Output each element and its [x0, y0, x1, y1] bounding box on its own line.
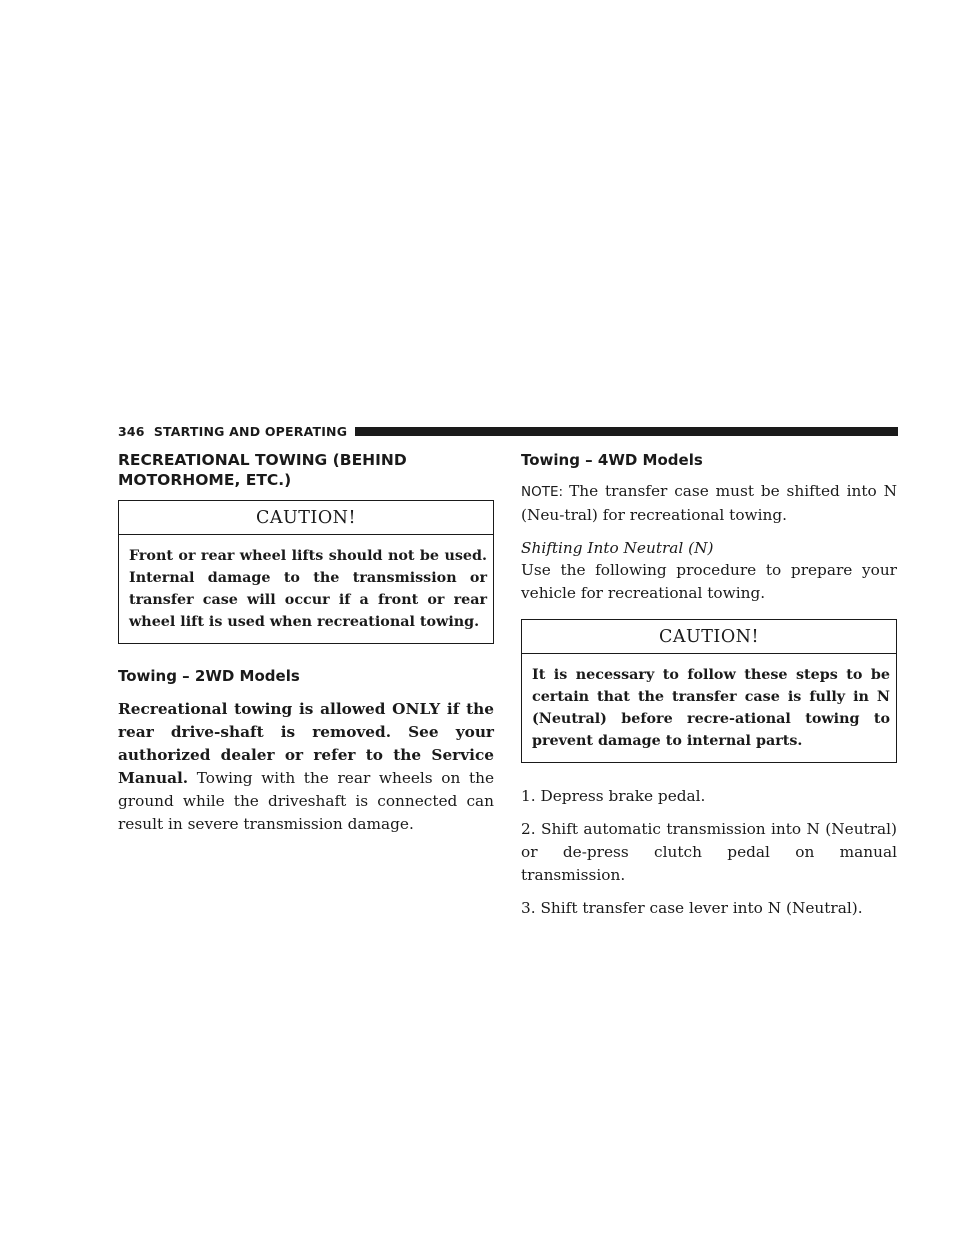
- step-item: 1. Depress brake pedal.: [521, 787, 706, 805]
- paragraph-2wd-rest: Towing with the rear wheels on the ground while the driveshaft is connected can result in severe transmission damage.: [118, 769, 494, 833]
- note-text: The transfer case must be shifted into N (Neu-tral) for recreational towing.: [521, 482, 897, 524]
- right-column: [521, 450, 897, 930]
- shifting-heading: Shifting Into Neutral (N): [521, 539, 714, 557]
- section-heading: RECREATIONAL TOWING (BEHIND MOTORHOME, ETC.): [118, 451, 407, 489]
- section-title: STARTING AND OPERATING: [153, 423, 348, 439]
- note-label: NOTE:: [521, 484, 564, 500]
- subheading-2wd: Towing – 2WD Models: [118, 667, 300, 685]
- left-column: [118, 450, 494, 846]
- step-item: 3. Shift transfer case lever into N (Neutral).: [521, 899, 863, 917]
- subheading-4wd: Towing – 4WD Models: [521, 451, 703, 469]
- steps-list: [521, 785, 897, 920]
- caution-box-right: [521, 619, 897, 763]
- step-item: 2. Shift automatic transmission into N (Neutral) or de-press clutch pedal on manual transmission.: [521, 820, 897, 884]
- procedure-intro: Use the following procedure to prepare your vehicle for recreational towing.: [521, 561, 897, 602]
- paragraph-2wd-bold: Recreational towing is allowed ONLY if the rear drive-shaft is removed. See your authorized dealer or refer to the Service Manual.: [118, 700, 494, 787]
- paragraph-2wd: [118, 698, 494, 836]
- caution-title: CAUTION!: [119, 501, 493, 535]
- page-header: [118, 422, 898, 440]
- page-number: 346: [118, 423, 145, 439]
- caution-text: Front or rear wheel lifts should not be used. Internal damage to the transmission or transfer case will occur if a front or rear wheel lift is used when recreational towing.: [129, 548, 487, 630]
- header-rule: [355, 427, 898, 436]
- page-header-label: [118, 424, 347, 439]
- note-paragraph: [521, 480, 897, 527]
- caution-title: CAUTION!: [522, 620, 896, 654]
- caution-box-left: [118, 500, 494, 644]
- caution-text: It is necessary to follow these steps to be certain that the transfer case is fully in N (Neutral) before recre-ational towing to prevent damage to internal parts.: [532, 667, 890, 749]
